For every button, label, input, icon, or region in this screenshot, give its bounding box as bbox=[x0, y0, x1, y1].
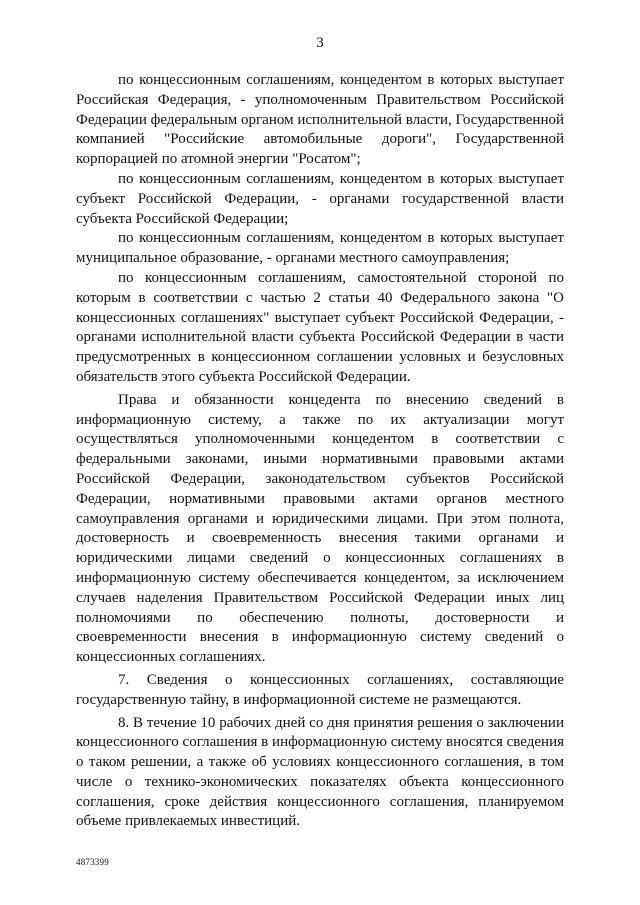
paragraph-regional-concessions: по концессионным соглашениям, концедентом в которых выступает субъект Российской Федерации, - органами государственной власти субъекта Российской Федерации; bbox=[76, 170, 564, 227]
paragraph-federal-concessions: по концессионным соглашениям, концедентом в которых выступает Российская Федерация, - уполномоченным Правительством Российской Федерации федеральным органом исполнительной власти, Государственной компанией "Российские автомобильные дороги", Государственной корпорацией по атомной энергии "Росатом"; bbox=[76, 72, 564, 168]
paragraph-item-7: 7. Сведения о концессионных соглашениях, составляющие государственную тайну, в информационной системе не размещаются. bbox=[76, 671, 564, 708]
document-code: 4873399 bbox=[76, 857, 109, 867]
paragraph-independent-party-concessions: по концессионным соглашениям, самостоятельной стороной по которым в соответствии с частью 2 статьи 40 Федерального закона "О концессионных соглашениях" выступает субъект Российской Федерации, - органами исполнительной власти субъекта Российской Федерации в части предусмотренных в концессионном соглашении условных и безусловных обязательств этого субъекта Российской Федерации. bbox=[76, 269, 564, 385]
page-number: 3 bbox=[316, 35, 324, 51]
paragraph-item-8: 8. В течение 10 рабочих дней со дня принятия решения о заключении концессионного соглашения в информационную систему вносятся сведения о таком решении, а также об условиях концессионного соглашения, в том числе о технико-экономических показателях объекта концессионного соглашения, сроке действия концессионного соглашения, планируемом объеме привлекаемых инвестиций. bbox=[76, 714, 564, 830]
paragraph-grantor-rights: Права и обязанности концедента по внесению сведений в информационную систему, а также по их актуализации могут осуществляться уполномоченными концедентом в соответствии с федеральными законами, иными нормативными правовыми актами Российской Федерации, законодательством субъектов Российской Федерации, нормативными правовыми актами органов местного самоуправления органами и юридическими лицами. При этом полнота, достоверность и своевременность внесения такими органами и юридическими лицами сведений о концессионных соглашениях в информационную систему обеспечивается концедентом, за исключением случаев наделения Правительством Российской Федерации иных лиц полномочиями по обеспечению полноты, достоверности и своевременности внесения в информационную систему сведений о концессионных соглашениях. bbox=[76, 391, 564, 666]
document-body bbox=[76, 71, 564, 832]
paragraph-municipal-concessions: по концессионным соглашениям, концедентом в которых выступает муниципальное образование, - органами местного самоуправления; bbox=[76, 230, 564, 267]
